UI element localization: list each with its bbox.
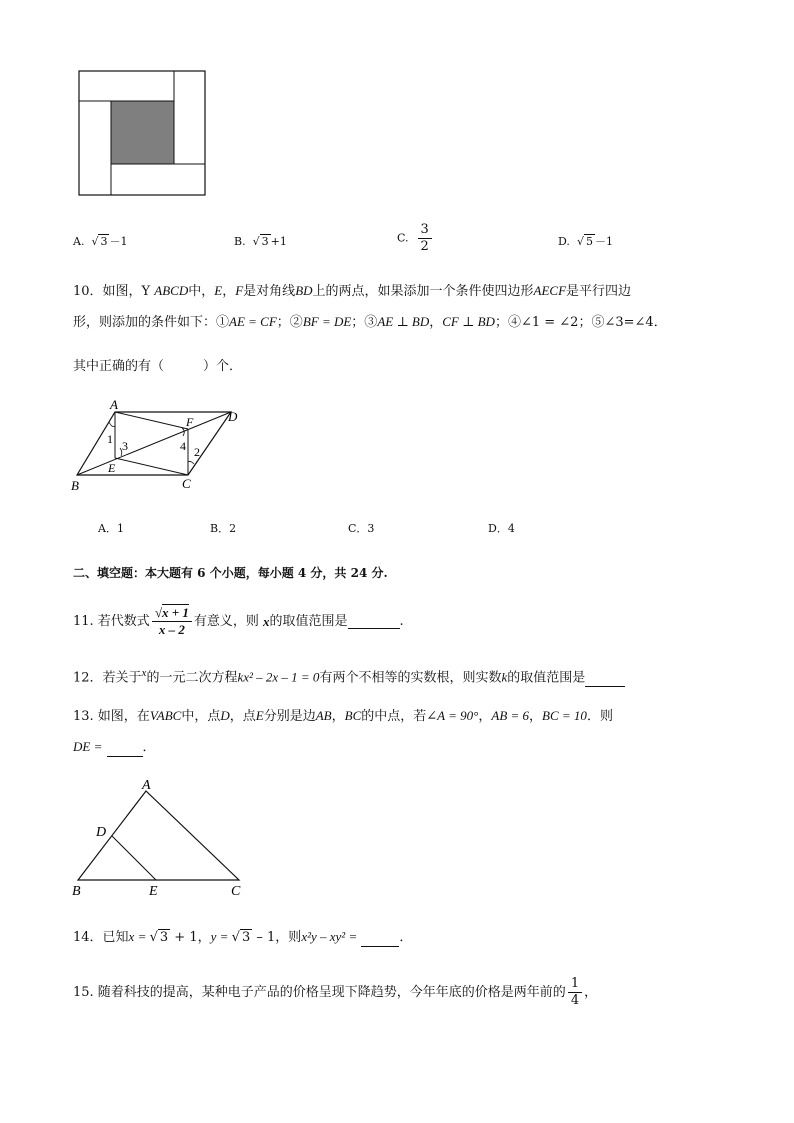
q9-figure bbox=[78, 70, 208, 198]
shaded-square bbox=[111, 101, 174, 164]
q10-line1: 10．如图，Y ABCD中，E，F是对角线BD上的两点，如果添加一个条件使四边形AECF是平行四边 bbox=[73, 283, 632, 299]
q11: 11. 若代数式 $\frac{√x + 1}{x - 2}$ 有意义，则 x 的取值范围是 . bbox=[73, 605, 404, 637]
label-c: C bbox=[231, 884, 241, 899]
label-1: 1 bbox=[107, 432, 113, 446]
answer-blank[interactable] bbox=[348, 614, 400, 629]
q9-option-b: B. √ 3 +1 bbox=[234, 233, 287, 251]
q10-option-b: B．2 bbox=[210, 522, 237, 535]
label-e: E bbox=[149, 884, 158, 899]
label-a: A bbox=[142, 778, 151, 793]
label-a: A bbox=[110, 398, 118, 412]
label-2: 2 bbox=[194, 445, 200, 459]
answer-blank[interactable] bbox=[585, 672, 625, 687]
q10-option-d: D．4 bbox=[488, 522, 515, 535]
q15: 15. 随着科技的提高，某种电子产品的价格呈现下降趋势，今年年底的价格是两年前的 $\frac{1}{4}$ ， bbox=[73, 976, 598, 1008]
label-4: 4 bbox=[180, 439, 186, 453]
sqrt-symbol: √ 3 bbox=[231, 930, 251, 945]
fraction: $\frac{3}{2}$ bbox=[418, 222, 432, 255]
q10-figure bbox=[68, 398, 248, 496]
q13-line2: DE = ． bbox=[73, 739, 156, 755]
q9-option-c: C. $\frac{3}{2}$ bbox=[397, 222, 434, 255]
q14: 14．已知x = √ 3 + 1，y = √ 3 – 1，则x²y – xy² = ． bbox=[73, 929, 413, 945]
q10-line2: 形，则添加的条件如下：①AE = CF；②BF = DE；③AE ⊥ BD，CF ⊥ BD；④∠1 = ∠2；⑤∠3=∠4． bbox=[73, 314, 667, 330]
label-d: D bbox=[228, 409, 238, 424]
answer-blank[interactable] bbox=[361, 932, 399, 947]
section-2-heading: 二、填空题：本大题有 6 个小题，每小题 4 分，共 24 分. bbox=[73, 566, 388, 580]
q9-option-d: D. √ 5 －1 bbox=[558, 233, 613, 251]
sqrt-symbol: √ 3 bbox=[149, 930, 169, 945]
q13-line1: 13. 如图，在VABC中，点D，点E分别是边AB，BC的中点，若∠A = 90°，AB = 6，BC = 10．则 bbox=[73, 708, 613, 724]
q12: 12．若关于$^x$的一元二次方程kx² – 2x – 1 = 0有两个不相等的实数根，则实数k的取值范围是 bbox=[73, 664, 625, 687]
fraction: $\frac{√x + 1}{x - 2}$ bbox=[152, 605, 192, 638]
segment-ec bbox=[115, 458, 188, 475]
segment-de bbox=[112, 836, 156, 880]
q9-option-a: A. √ 3 －1 bbox=[73, 233, 127, 251]
angle-1-arc bbox=[109, 422, 115, 427]
q10-option-c: C．3 bbox=[348, 522, 375, 535]
q13-figure bbox=[66, 775, 256, 900]
segment-af bbox=[115, 412, 188, 429]
q10-option-a: A．1 bbox=[98, 522, 124, 535]
sqrt-symbol: √ 3 bbox=[252, 235, 269, 248]
label-b: B bbox=[71, 478, 79, 493]
label-f: F bbox=[186, 415, 194, 429]
answer-blank[interactable] bbox=[107, 742, 143, 757]
label-d: D bbox=[96, 825, 107, 840]
angle-2-arc bbox=[188, 461, 194, 464]
label-3: 3 bbox=[122, 439, 128, 453]
sqrt-symbol: √ 3 bbox=[91, 235, 108, 248]
sqrt-symbol: √ 5 bbox=[576, 235, 593, 248]
fraction: $\frac{1}{4}$ bbox=[568, 976, 582, 1009]
q10-line3: 其中正确的有（ ）个． bbox=[73, 359, 243, 374]
label-b: B bbox=[72, 884, 81, 899]
label-c: C bbox=[182, 476, 191, 491]
label-e: E bbox=[108, 461, 116, 475]
